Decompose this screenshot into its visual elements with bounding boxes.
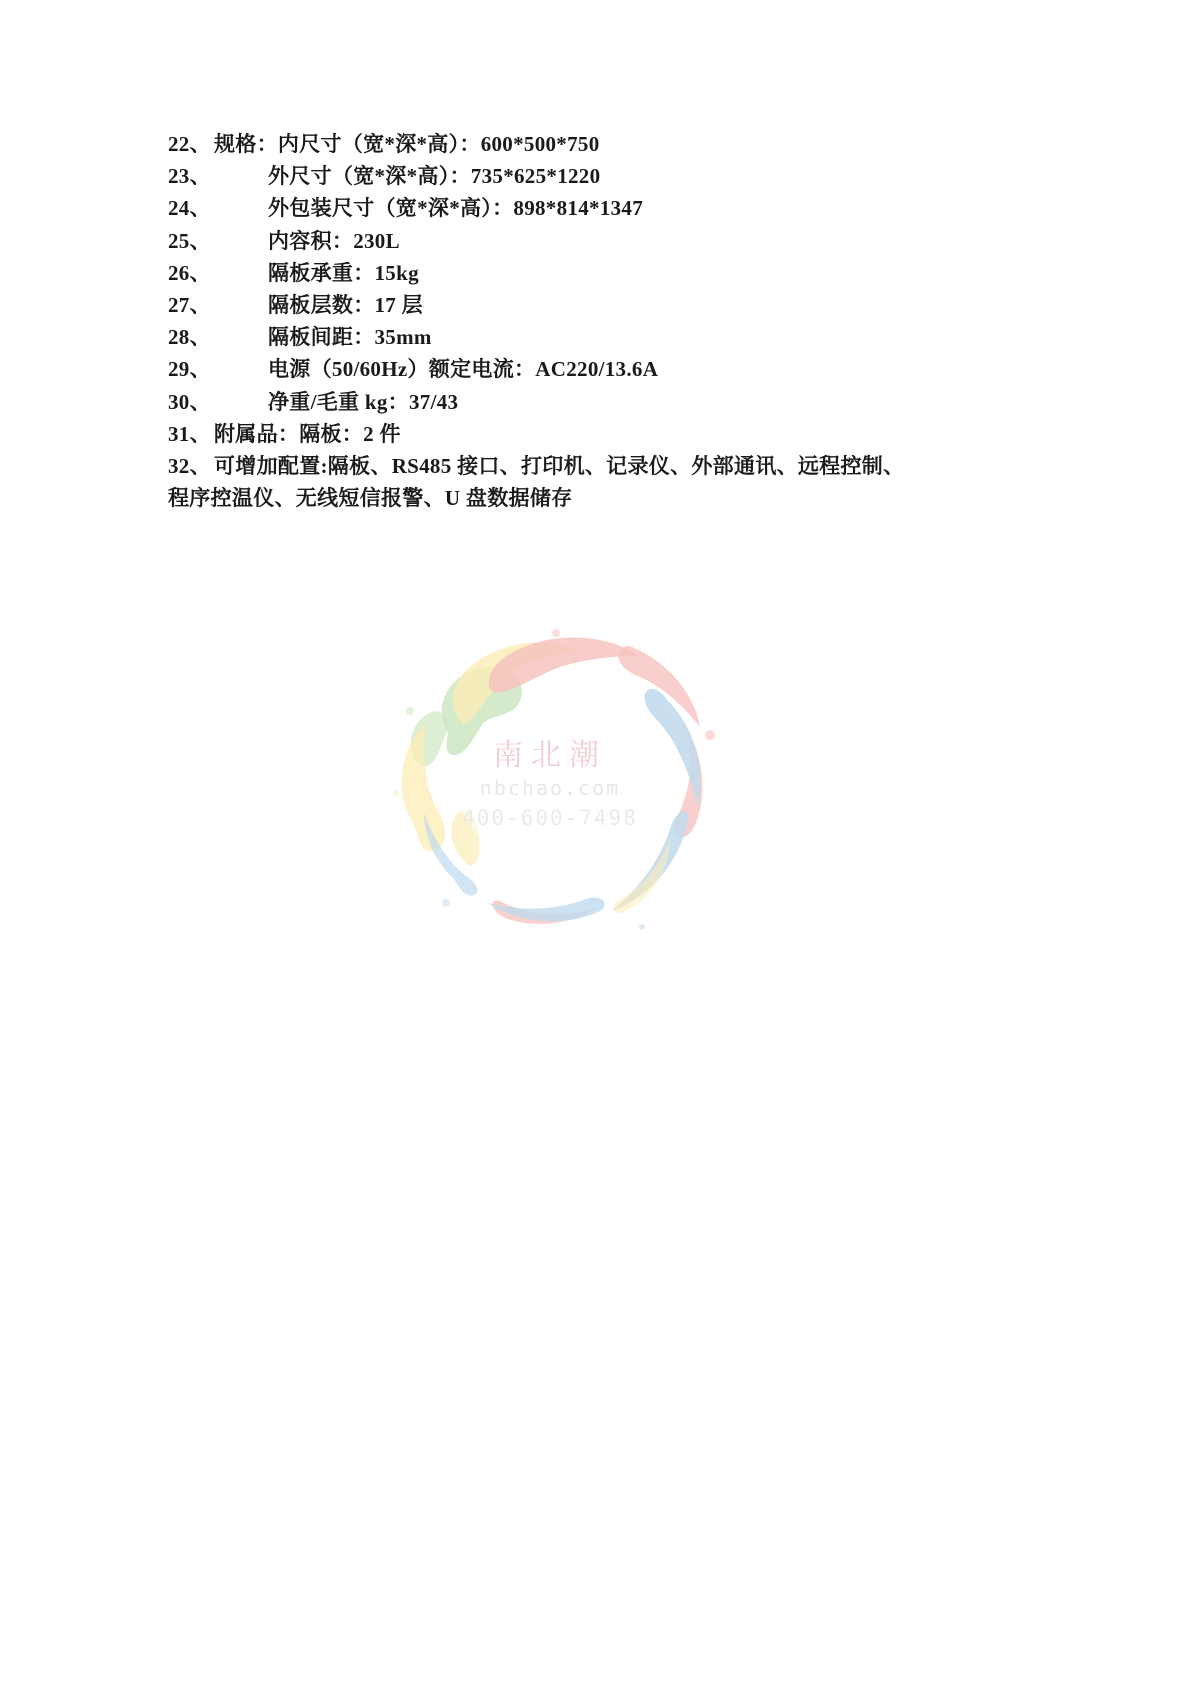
list-item	[168, 321, 1048, 353]
list-item-number: 23、	[168, 164, 211, 189]
list-item-number: 32、	[168, 454, 211, 479]
list-item-text: 隔板承重：15kg	[268, 260, 419, 285]
list-item-number: 31、	[168, 421, 211, 446]
watermark-brand: 南北潮	[493, 738, 607, 773]
list-item	[168, 128, 1048, 160]
watermark	[350, 615, 750, 945]
list-item	[168, 225, 1048, 257]
list-item-lead: 规格：	[214, 132, 278, 156]
list-item	[168, 418, 1048, 450]
list-item	[168, 257, 1048, 289]
list-item-number: 29、	[168, 357, 211, 382]
spec-list	[168, 128, 1048, 514]
list-item-number: 25、	[168, 228, 211, 253]
list-item-number: 28、	[168, 325, 211, 350]
list-item-text: 附属品：隔板：2 件	[214, 421, 401, 446]
list-item-number: 30、	[168, 389, 211, 414]
list-item	[168, 353, 1048, 385]
list-item	[168, 192, 1048, 224]
watermark-text	[350, 615, 750, 945]
list-item-text: 可增加配置:隔板、RS485 接口、打印机、记录仪、外部通讯、远程控制、	[214, 454, 905, 479]
list-item-text: 外尺寸（宽*深*高）：735*625*1220	[268, 164, 601, 189]
list-item-number: 24、	[168, 196, 211, 221]
list-item-text: 隔板间距：35mm	[268, 325, 432, 350]
list-item-text: 内尺寸（宽*深*高）：600*500*750	[277, 132, 600, 156]
watermark-site: nbchao.com	[479, 776, 621, 800]
list-item	[168, 450, 1048, 482]
list-item	[168, 289, 1048, 321]
list-item-number: 22、	[168, 132, 211, 156]
list-item-number: 26、	[168, 260, 211, 285]
list-item-number: 27、	[168, 293, 211, 318]
list-item-text: 电源（50/60Hz）额定电流：AC220/13.6A	[268, 357, 659, 382]
list-item-text: 外包装尺寸（宽*深*高）：898*814*1347	[268, 196, 643, 221]
list-item-continuation: 程序控温仪、无线短信报警、U 盘数据储存	[168, 486, 573, 511]
list-item-text: 隔板层数：17 层	[268, 293, 423, 318]
watermark-splash-icon	[350, 615, 750, 945]
list-item	[168, 160, 1048, 192]
watermark-phone: 400-600-7498	[462, 806, 638, 830]
list-item	[168, 386, 1048, 418]
list-item-text: 净重/毛重 kg：37/43	[268, 389, 459, 414]
list-item-text: 内容积：230L	[268, 228, 400, 253]
